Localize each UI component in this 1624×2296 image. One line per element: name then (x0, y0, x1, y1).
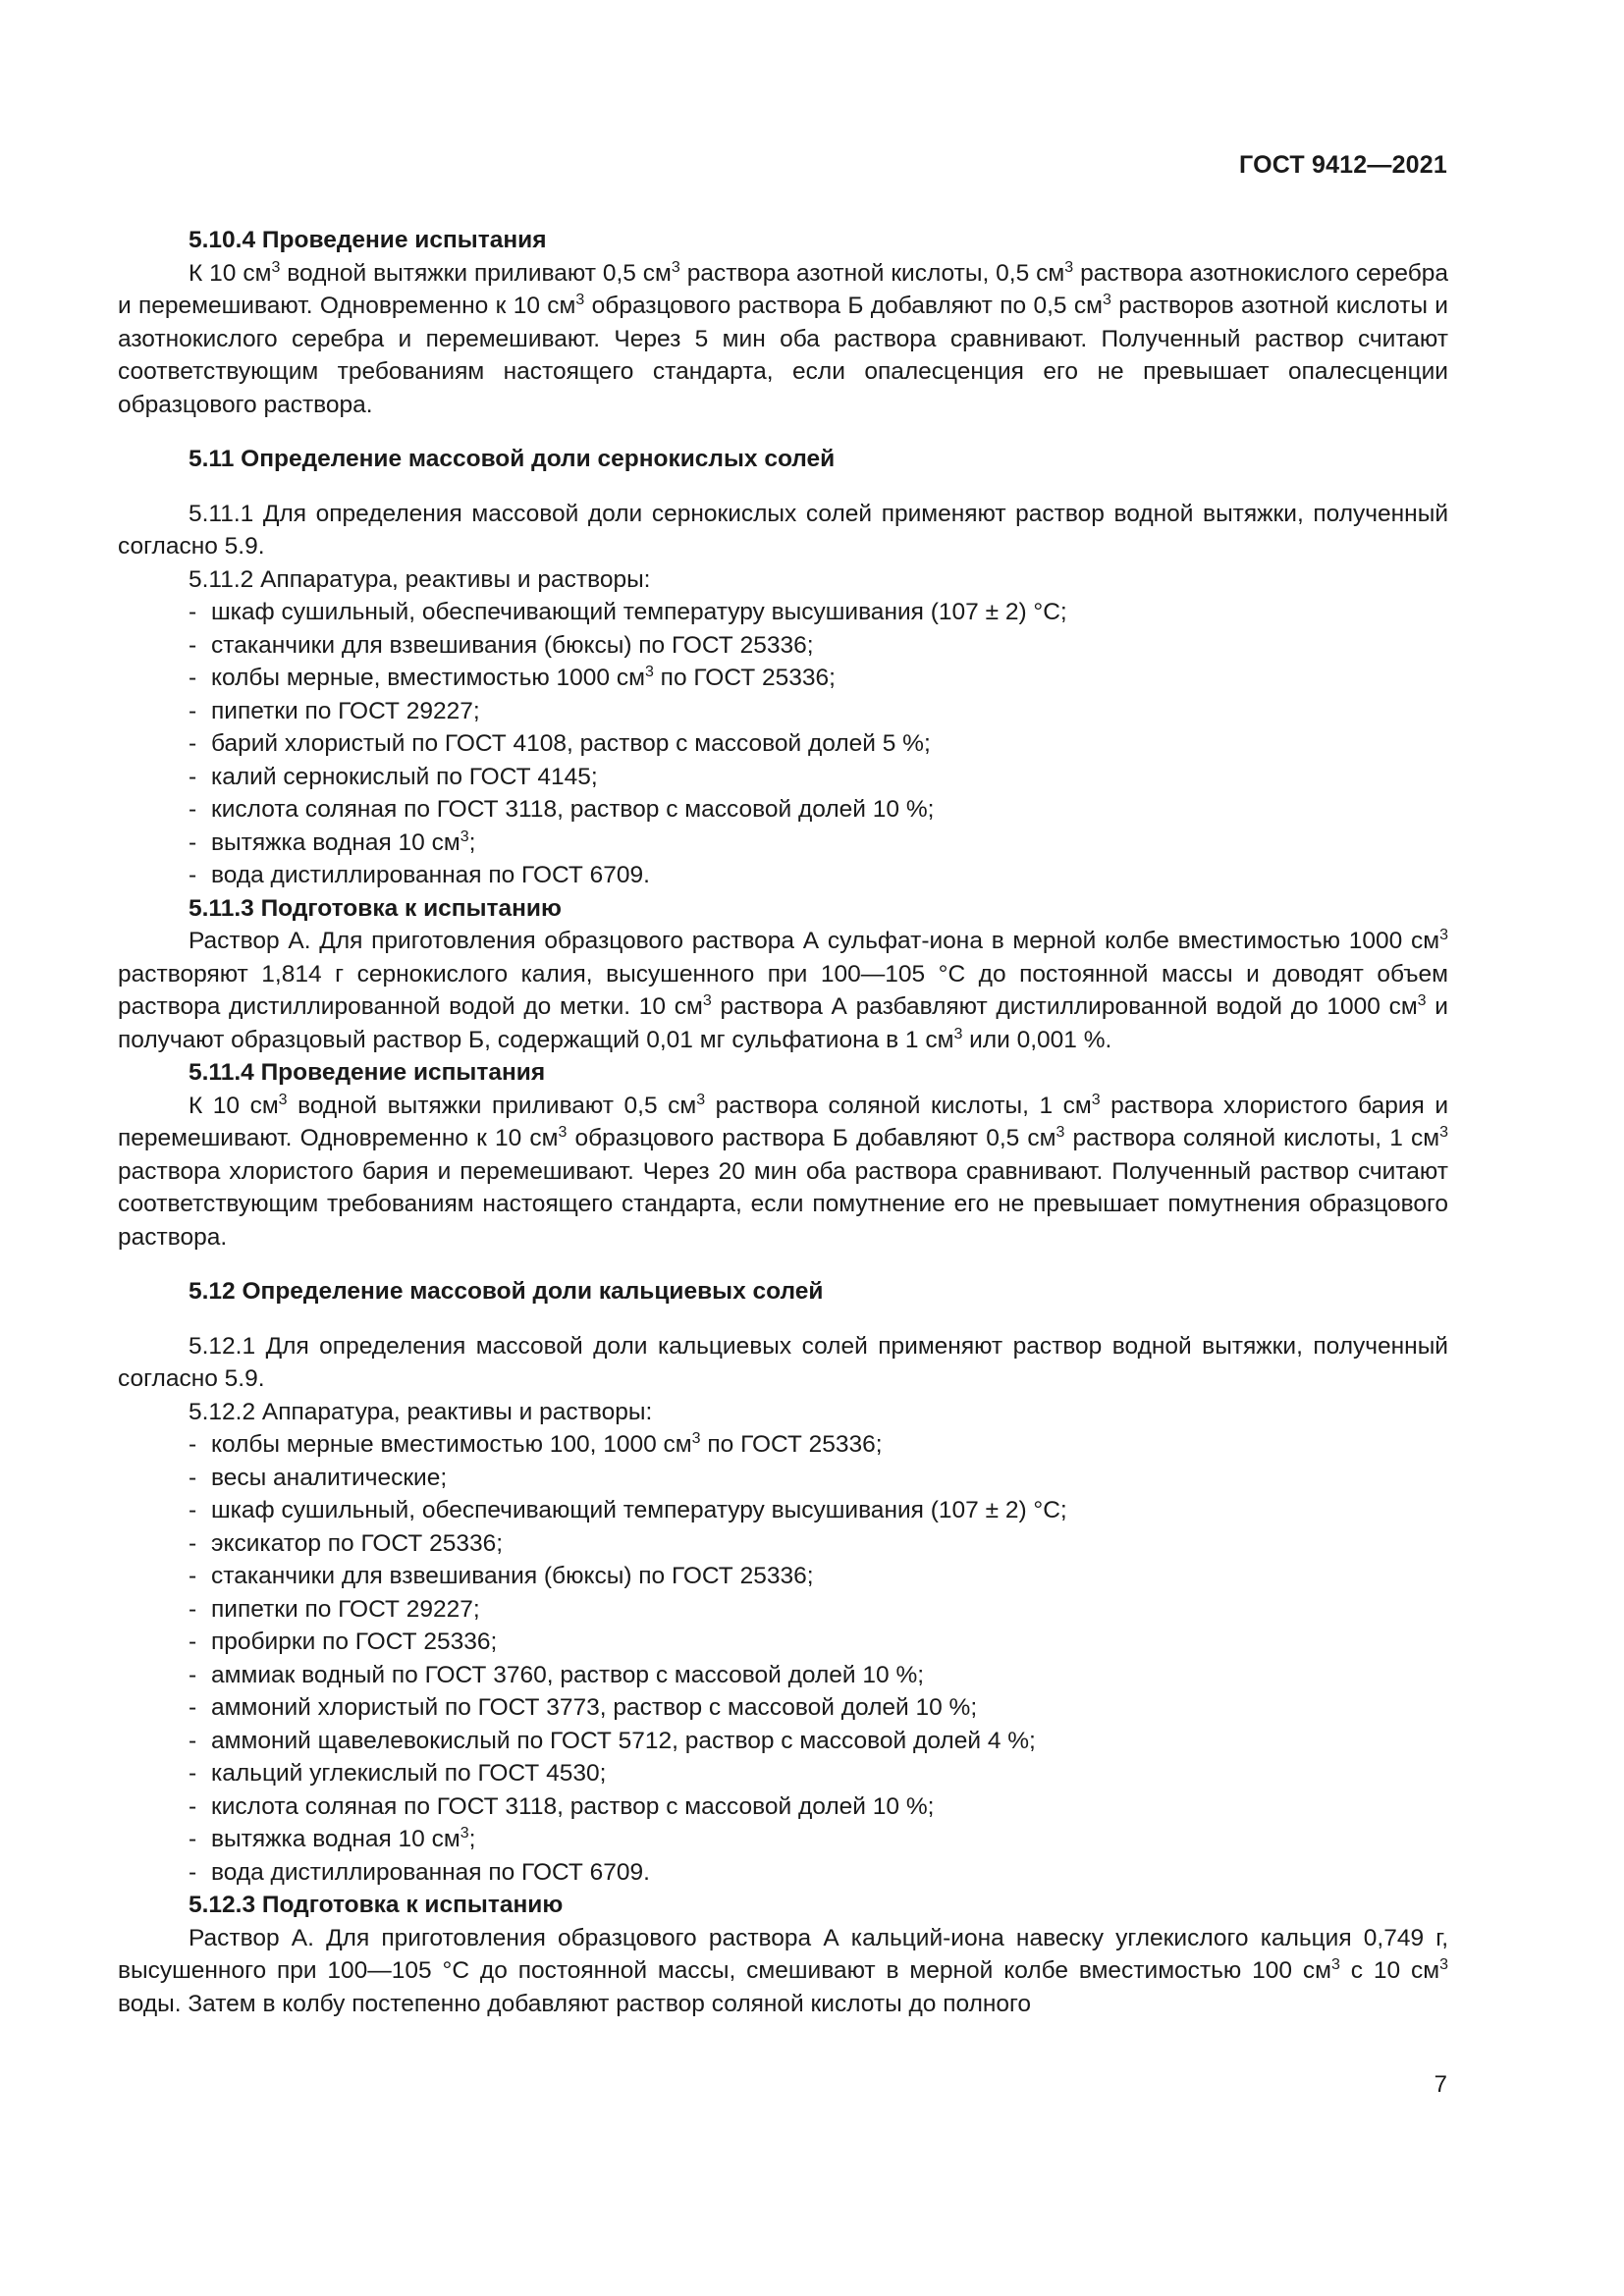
list-item-text: колбы мерные, вместимостью 1000 см (211, 665, 645, 691)
list-dash: - (189, 1694, 197, 1721)
heading-5-12: 5.12 Определение массовой доли кальциевых солей (189, 1278, 824, 1305)
list-item-text: колбы мерные вместимостью 100, 1000 см (211, 1431, 692, 1458)
text-run: Раствор А. Для приготовления образцового раствора А кальций-иона навеску углекислого кальция 0,749 г, высушенного при 100—105 °С до постоянной массы, смешивают в мерной колбе вместимостью 100 см (118, 1924, 1448, 1984)
list-item-text: вытяжка водная 10 см (211, 1826, 460, 1852)
list-item (118, 1527, 1448, 1561)
list-item-text: стаканчики для взвешивания (бюксы) по ГОСТ 25336; (211, 1563, 814, 1589)
text-run: воды. Затем в колбу постепенно добавляют раствор соляной кислоты до полного (118, 1990, 1032, 2017)
list-item (118, 859, 1448, 892)
list-item-text: по ГОСТ 25336; (700, 1431, 883, 1458)
list-item-text: шкаф сушильный, обеспечивающий температуру высушивания (107 ± 2) °С; (211, 1497, 1067, 1523)
list-item-text: пробирки по ГОСТ 25336; (211, 1629, 498, 1655)
text-run: и получают образцовый раствор Б, содержащий 0,01 мг сульфатиона в 1 см (118, 993, 1448, 1053)
text-run: раствора азотной кислоты, 0,5 см (679, 259, 1065, 287)
list-item-text: калий сернокислый по ГОСТ 4145; (211, 763, 598, 790)
list-item (118, 1593, 1448, 1627)
heading-5-11-4: 5.11.4 Проведение испытания (189, 1059, 546, 1086)
list-dash: - (189, 1727, 197, 1754)
list-dash: - (189, 862, 197, 888)
superscript: 3 (1439, 1124, 1448, 1141)
text-run: водной вытяжки приливают 0,5 см (280, 259, 672, 287)
superscript: 3 (1330, 1956, 1340, 1973)
text-run: растворяют 1,814 г сернокислого калия, высушенного при 100—105 °С до постоянной массы и доводят объем раствора дистиллированной водой до метки. 10 см (118, 960, 1448, 1020)
list-dash: - (189, 665, 197, 691)
list-item-text: весы аналитические; (211, 1464, 448, 1491)
list-item (118, 727, 1448, 761)
list-item-text: шкаф сушильный, обеспечивающий температуру высушивания (107 ± 2) °С; (211, 599, 1067, 625)
page-number: 7 (1434, 2071, 1447, 2098)
list-item (118, 1626, 1448, 1659)
superscript: 3 (696, 1091, 706, 1108)
list-item (118, 1790, 1448, 1824)
list-item (118, 629, 1448, 663)
list-item-text: вода дистиллированная по ГОСТ 6709. (211, 1858, 650, 1886)
list-dash: - (189, 1661, 197, 1688)
heading-5-12-3: 5.12.3 Подготовка к испытанию (189, 1892, 564, 1918)
list-item-text: аммиак водный по ГОСТ 3760, раствор с массовой долей 10 %; (211, 1661, 925, 1688)
list-item (118, 695, 1448, 728)
list-dash: - (189, 828, 197, 856)
text-run: раствора соляной кислоты, 1 см (705, 1092, 1092, 1119)
paragraph-5-11-3 (118, 925, 1448, 1056)
superscript: 3 (1417, 992, 1427, 1009)
superscript: 3 (460, 828, 469, 845)
list-dash: - (189, 1826, 197, 1852)
list-item (118, 1856, 1448, 1890)
superscript: 3 (575, 292, 585, 308)
list-item-text: эксикатор по ГОСТ 25336; (211, 1529, 504, 1557)
list-item (118, 1757, 1448, 1790)
text-run: образцового раствора Б добавляют по 0,5 см (584, 293, 1104, 319)
heading-5-11: 5.11 Определение массовой доли сернокислых солей (189, 446, 836, 472)
superscript: 3 (271, 258, 281, 276)
superscript: 3 (702, 992, 712, 1009)
list-item-text: пипетки по ГОСТ 29227; (211, 697, 480, 724)
text-run: водной вытяжки приливают 0,5 см (287, 1092, 697, 1119)
text-run: К 10 см (189, 1092, 279, 1119)
list-dash: - (189, 1595, 197, 1623)
list-item-text: барий хлористый по ГОСТ 4108, раствор с массовой долей 5 %; (211, 730, 931, 757)
list-item-text: аммоний хлористый по ГОСТ 3773, раствор с массовой долей 10 %; (211, 1694, 978, 1721)
list-dash: - (189, 1792, 197, 1820)
list-dash: - (189, 1529, 197, 1557)
list-item-text: кальций углекислый по ГОСТ 4530; (211, 1760, 607, 1787)
list-dash: - (189, 796, 197, 823)
list-item-text: кислота соляная по ГОСТ 3118, раствор с массовой долей 10 %; (211, 1792, 935, 1820)
text-run: К 10 см (189, 259, 272, 287)
text-run: или 0,001 %. (962, 1026, 1112, 1053)
text-run: раствора хлористого бария и перемешивают. Одновременно к 10 см (118, 1092, 1449, 1151)
superscript: 3 (1439, 927, 1448, 943)
heading-5-11-3: 5.11.3 Подготовка к испытанию (189, 894, 562, 922)
paragraph-5-12-2: 5.12.2 Аппаратура, реактивы и растворы: (189, 1398, 653, 1425)
superscript: 3 (1056, 1124, 1065, 1141)
text-run: раствора А разбавляют дистиллированной водой до 1000 см (711, 993, 1418, 1020)
superscript: 3 (460, 1825, 469, 1842)
list-item-text: ; (468, 1826, 476, 1852)
superscript: 3 (691, 1430, 701, 1447)
paragraph-5-12-3 (118, 1922, 1448, 2021)
list-item-text: ; (468, 828, 476, 856)
paragraph-5-11-2: 5.11.2 Аппаратура, реактивы и растворы: (189, 565, 651, 593)
superscript: 3 (671, 258, 680, 276)
superscript: 3 (1439, 1956, 1448, 1973)
list-item (118, 1659, 1448, 1692)
list-item (118, 827, 1448, 860)
list-dash: - (189, 1629, 197, 1655)
paragraph-5-10-4 (118, 257, 1448, 422)
list-dash: - (189, 730, 197, 757)
superscript: 3 (1091, 1091, 1101, 1108)
list-item (118, 793, 1448, 827)
list-item-text: вытяжка водная 10 см (211, 828, 460, 856)
list-item-text: кислота соляная по ГОСТ 3118, раствор с массовой долей 10 %; (211, 796, 935, 823)
superscript: 3 (953, 1025, 963, 1042)
list-item (118, 662, 1448, 695)
standard-code-header: ГОСТ 9412—2021 (1239, 151, 1447, 179)
list-dash: - (189, 599, 197, 625)
list-item-text: аммоний щавелевокислый по ГОСТ 5712, раствор с массовой долей 4 %; (211, 1727, 1036, 1754)
list-item-text: по ГОСТ 25336; (653, 665, 836, 691)
list-item-text: вода дистиллированная по ГОСТ 6709. (211, 862, 650, 888)
text-run: раствора хлористого бария и перемешивают. Через 20 мин оба раствора сравнивают. Полученный раствор считают соответствующим требованиям настоящего стандарта, если помутнение его не превышает помутнения образцового раствора. (118, 1157, 1448, 1251)
paragraph-5-11-4 (118, 1090, 1448, 1255)
list-item (118, 1560, 1448, 1593)
text-run: Раствор А. Для приготовления образцового раствора А сульфат-иона в мерной колбе вместимостью 1000 см (189, 928, 1440, 954)
paragraph-5-12-1: 5.12.1 Для определения массовой доли кальциевых солей применяют раствор водной вытяжки, полученный согласно 5.9. (118, 1332, 1448, 1392)
list-dash: - (189, 1497, 197, 1523)
superscript: 3 (644, 664, 654, 680)
superscript: 3 (1103, 292, 1111, 308)
list-dash: - (189, 697, 197, 724)
text-run: образцового раствора Б добавляют 0,5 см (567, 1125, 1056, 1151)
list-item-text: стаканчики для взвешивания (бюксы) по ГОСТ 25336; (211, 631, 814, 659)
superscript: 3 (278, 1091, 288, 1108)
superscript: 3 (1064, 258, 1074, 276)
list-item (118, 1725, 1448, 1758)
list-item (118, 761, 1448, 794)
list-dash: - (189, 1760, 197, 1787)
list-item (118, 1691, 1448, 1725)
list-dash: - (189, 1464, 197, 1491)
list-dash: - (189, 1431, 197, 1458)
list-dash: - (189, 631, 197, 659)
text-run: раствора азотнокислого серебра и перемешивают. Одновременно к 10 см (118, 259, 1449, 319)
list-item-text: пипетки по ГОСТ 29227; (211, 1595, 480, 1623)
superscript: 3 (558, 1124, 568, 1141)
heading-5-10-4: 5.10.4 Проведение испытания (189, 227, 547, 253)
list-item (118, 1462, 1448, 1495)
document-body (118, 224, 1448, 2020)
text-run: растворов азотной кислоты и азотнокислого серебра и перемешивают. Через 5 мин оба раствора сравнивают. Полученный раствор считают соответствующим требованиям настоящего стандарта, если опалесценция его не превышает опалесценции образцового раствора. (118, 293, 1448, 418)
list-dash: - (189, 1858, 197, 1886)
list-item (118, 1823, 1448, 1856)
list-dash: - (189, 763, 197, 790)
list-item (118, 1428, 1448, 1462)
text-run: с 10 см (1339, 1957, 1440, 1984)
list-item (118, 1494, 1448, 1527)
paragraph-5-11-1: 5.11.1 Для определения массовой доли сернокислых солей применяют раствор водной вытяжки, полученный согласно 5.9. (118, 500, 1448, 560)
list-dash: - (189, 1563, 197, 1589)
text-run: раствора соляной кислоты, 1 см (1064, 1125, 1440, 1151)
list-item (118, 596, 1448, 629)
